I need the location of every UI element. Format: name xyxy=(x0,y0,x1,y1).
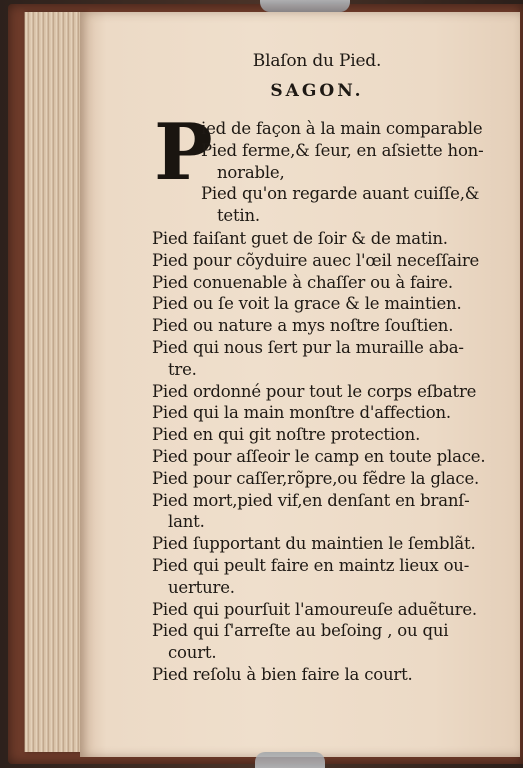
drop-lines xyxy=(201,118,483,227)
book-clip-top xyxy=(260,0,350,12)
verse-line: lant. xyxy=(168,512,205,532)
verse-line: Pied mort,pied vif,en denſant en branſ- xyxy=(152,490,470,510)
verse-line: uerture. xyxy=(168,577,235,597)
verse-line: norable, xyxy=(217,162,285,182)
verse-line: Pied en qui git noſtre protection. xyxy=(152,425,421,445)
verse-line: Pied ordonné pour tout le corps eſbatre xyxy=(152,381,477,401)
verse-line: Pied conuenable à chaſſer ou à faire. xyxy=(152,272,453,292)
verse-line: Pied qu'on regarde auant cuiſſe,& xyxy=(201,184,480,204)
drop-cap: P xyxy=(154,107,213,198)
book-clip-bottom xyxy=(255,752,325,768)
verse-line: Pied reſolu à bien faire la court. xyxy=(152,664,413,684)
verse-line: Pied ſupportant du maintien le ſemblãt. xyxy=(152,534,476,554)
verse-line: tre. xyxy=(168,359,197,379)
verse-line: Pied pour aſſeoir le camp en toute place. xyxy=(152,446,486,466)
page-text xyxy=(152,50,512,686)
opening-stanza xyxy=(152,107,512,228)
verse-line: ied de façon à la main comparable xyxy=(201,119,483,138)
verse-line: Pied pour cõyduire auec l'œil neceſſaire xyxy=(152,250,480,270)
verse-line: Pied ou nature a mys noſtre ſouſtien. xyxy=(152,316,454,336)
verse-line: Pied pour caſſer,rõpre,ou fẽdre la glace. xyxy=(152,468,480,488)
verse-line: tetin. xyxy=(217,206,260,226)
verse-line: Pied ferme,& ſeur, en aſsiette hon- xyxy=(201,140,484,160)
page-edges xyxy=(24,12,85,752)
author-name: SAGON. xyxy=(270,81,364,101)
page-heading: Blaſon du Pied. xyxy=(252,51,382,71)
verse-line: Pied qui peult faire en maintz lieux ou- xyxy=(152,555,470,575)
book-page xyxy=(80,12,520,757)
verse-line: court. xyxy=(168,643,217,663)
verse-line: Pied ou ſe voit la grace & le maintien. xyxy=(152,294,462,314)
verse-lines xyxy=(152,228,512,686)
verse-line: Pied qui nous ſert pur la muraille aba- xyxy=(152,337,464,357)
verse-line: Pied faiſant guet de ſoir & de matin. xyxy=(152,229,448,248)
verse-line: Pied qui ſ'arreſte au beſoing , ou qui xyxy=(152,621,449,641)
verse-line: Pied qui la main monſtre d'affection. xyxy=(152,403,451,423)
verse-line: Pied qui pourſuit l'amoureuſe aduẽture. xyxy=(152,599,477,619)
